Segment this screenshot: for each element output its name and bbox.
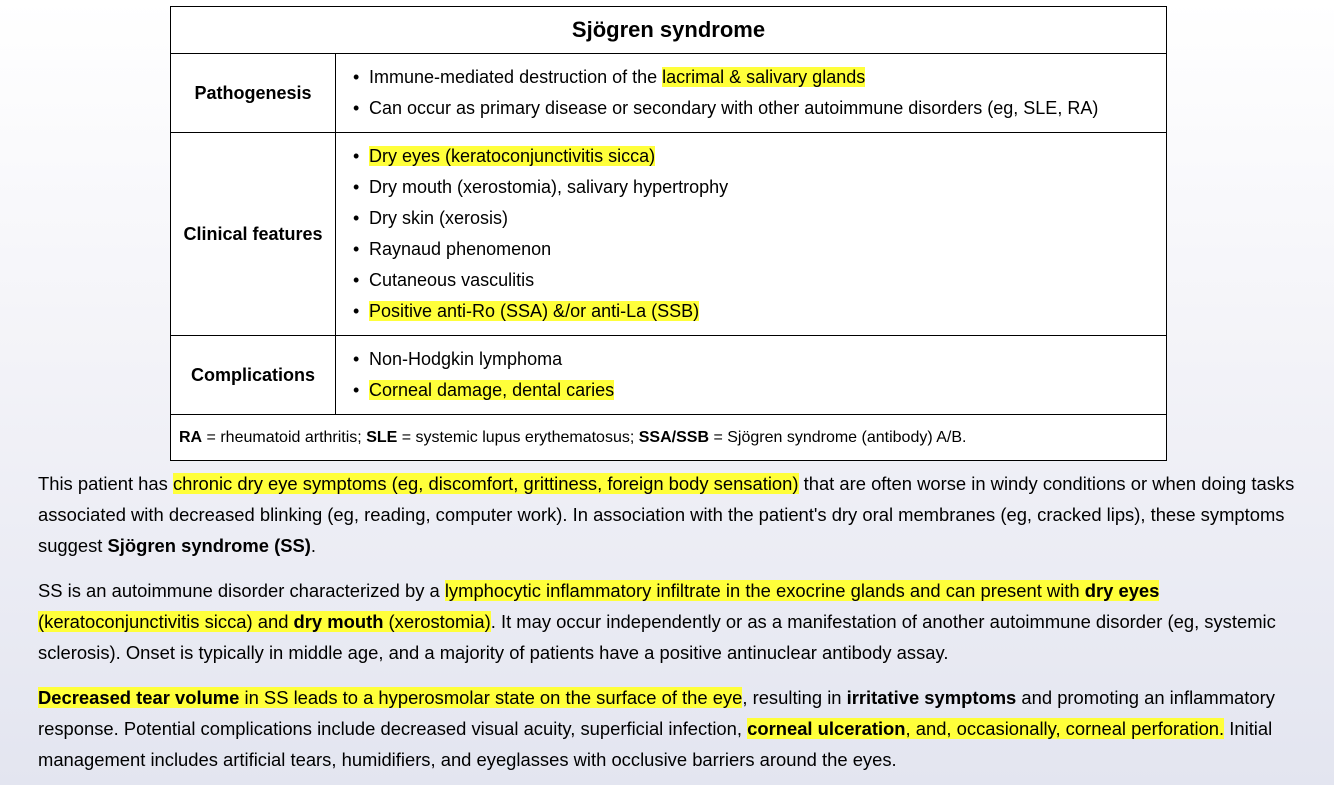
list-item <box>353 141 1166 172</box>
list-item: • Immune-mediated destruction of the lacrimal & salivary glands <box>353 62 1166 93</box>
table-row-pathogenesis <box>171 54 1167 133</box>
table-footnote: RA = rheumatoid arthritis; SLE = systemic lupus erythematosus; SSA/SSB = Sjögren syndrome (antibody) A/B. <box>171 415 1167 461</box>
list-item: • Dry skin (xerosis) <box>353 203 1166 234</box>
row-content-clinical-features <box>336 133 1167 336</box>
table-title: Sjögren syndrome <box>171 7 1167 54</box>
paragraph-2: SS is an autoimmune disorder characterized by a lymphocytic inflammatory infiltrate in the exocrine glands and can present with dry eyes (keratoconjunctivitis sicca) and dry mouth (xerostomia). It may occur independently or as a manifestation of another autoimmune disorder (eg, systemic sclerosis). Onset is typically in middle age, and a majority of patients have a positive antinuclear antibody assay. <box>38 580 1276 663</box>
highlight: lacrimal & salivary glands <box>662 67 866 87</box>
highlight: Positive anti-Ro (SSA) &/or anti-La (SSB) <box>369 301 700 321</box>
table-row-complications <box>171 336 1167 415</box>
list-item <box>353 375 1166 406</box>
highlight: Dry eyes (keratoconjunctivitis sicca) <box>369 146 656 166</box>
row-label-pathogenesis: Pathogenesis <box>171 54 336 133</box>
highlight: lymphocytic inflammatory infiltrate in the exocrine glands and can present with dry eyes (keratoconjunctivitis sicca) and dry mouth (xerostomia) <box>38 580 1160 632</box>
list-item: • Cutaneous vasculitis <box>353 265 1166 296</box>
paragraph-1: This patient has chronic dry eye symptoms (eg, discomfort, grittiness, foreign body sensation) that are often worse in windy conditions or when doing tasks associated with decreased blinking (eg, reading, computer work). In association with the patient's dry oral membranes (eg, cracked lips), these symptoms suggest Sjögren syndrome (SS). <box>38 473 1295 556</box>
row-content-pathogenesis <box>336 54 1167 133</box>
list-item: • Can occur as primary disease or secondary with other autoimmune disorders (eg, SLE, RA) <box>353 93 1166 124</box>
row-content-complications <box>336 336 1167 415</box>
table-row-clinical-features <box>171 133 1167 336</box>
list-item <box>353 296 1166 327</box>
highlight: Corneal damage, dental caries <box>369 380 615 400</box>
row-label-complications: Complications <box>171 336 336 415</box>
highlight: Decreased tear volume in SS leads to a hyperosmolar state on the surface of the eye <box>38 687 743 708</box>
list-item: • Dry mouth (xerostomia), salivary hypertrophy <box>353 172 1166 203</box>
row-label-clinical-features: Clinical features <box>171 133 336 336</box>
highlight: corneal ulceration, and, occasionally, corneal perforation. <box>747 718 1225 739</box>
list-item: • Raynaud phenomenon <box>353 234 1166 265</box>
sjogren-table <box>170 6 1167 461</box>
highlight: chronic dry eye symptoms (eg, discomfort, grittiness, foreign body sensation) <box>172 473 799 494</box>
list-item: • Non-Hodgkin lymphoma <box>353 344 1166 375</box>
paragraph-3: Decreased tear volume in SS leads to a hyperosmolar state on the surface of the eye, resulting in irritative symptoms and promoting an inflammatory response. Potential complications include decreased visual acuity, superficial infection, corneal ulceration, and, occasionally, corneal perforation. Initial management includes artificial tears, humidifiers, and eyeglasses with occlusive barriers around the eyes. <box>38 687 1275 770</box>
bold-term: irritative symptoms <box>846 687 1017 708</box>
bold-term: Sjögren syndrome (SS) <box>107 535 311 556</box>
